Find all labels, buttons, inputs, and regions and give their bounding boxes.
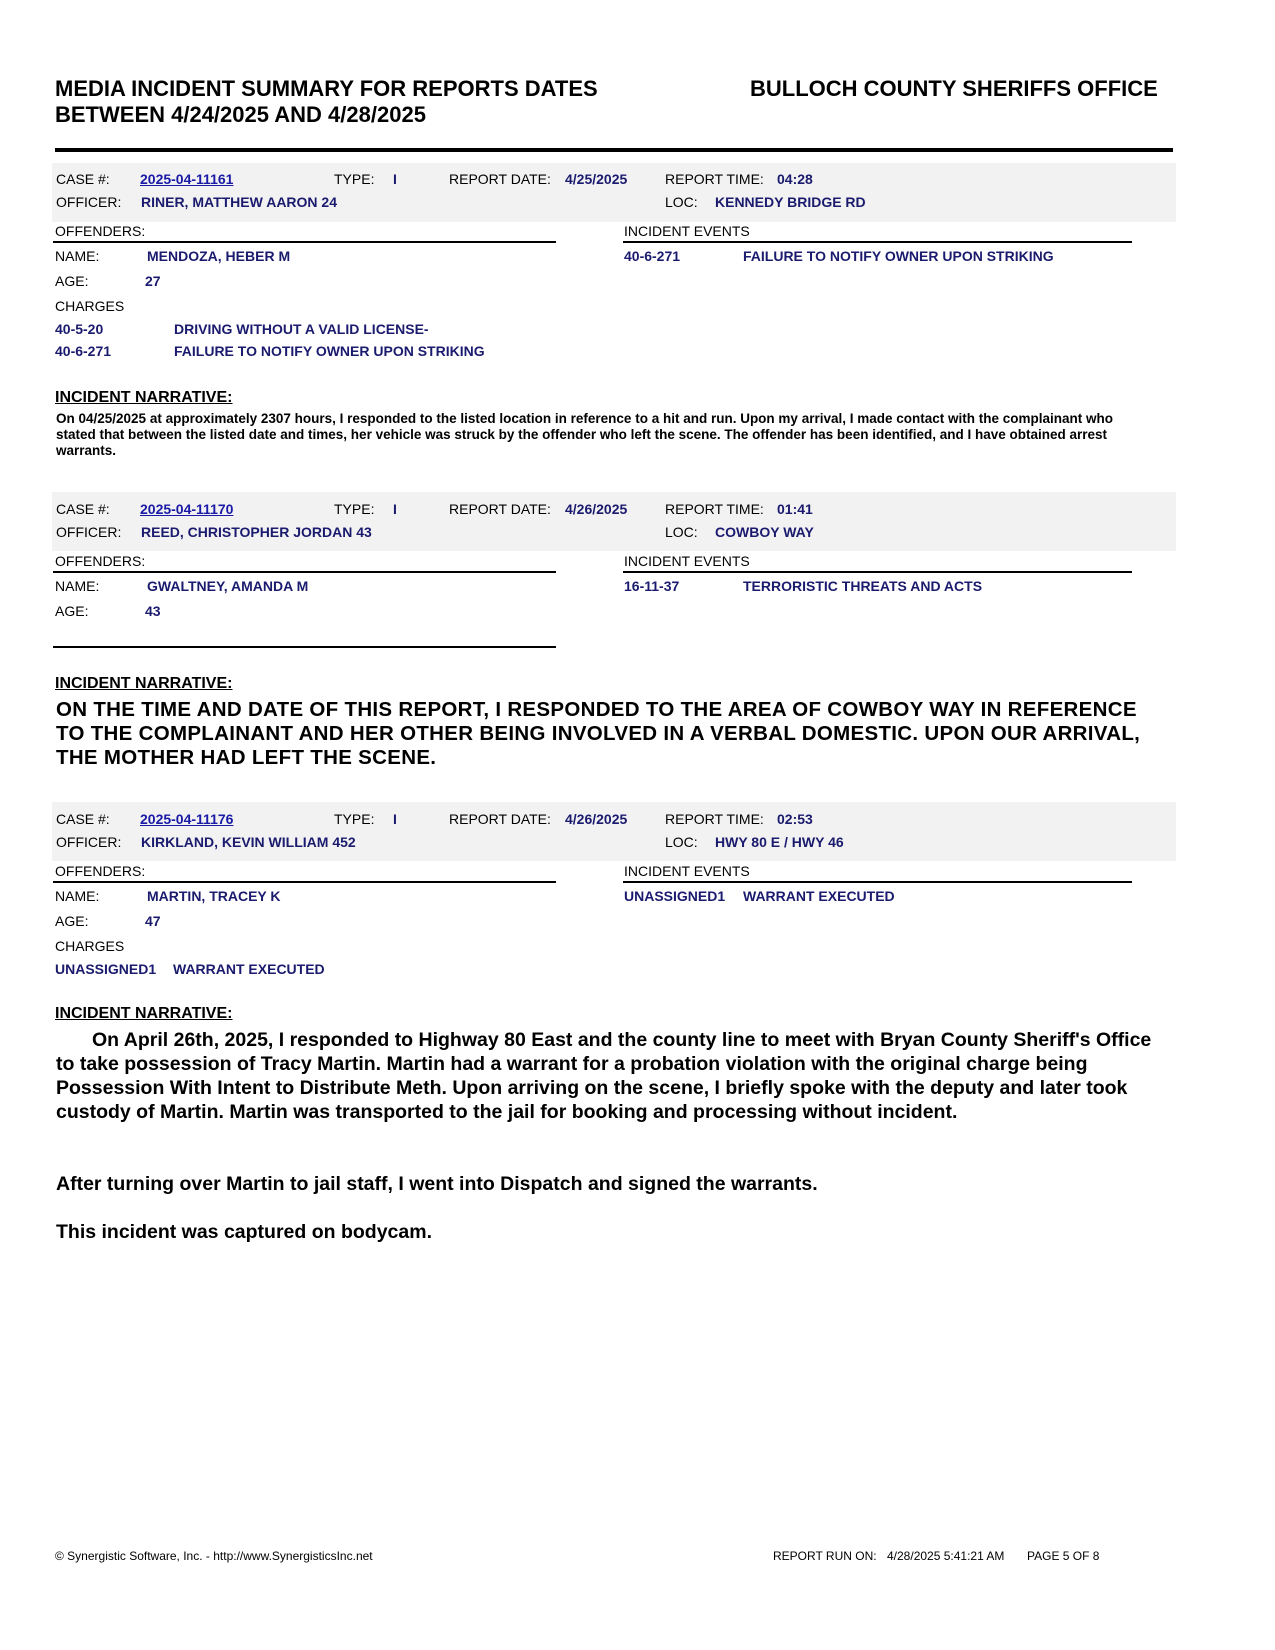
offender-age: 43 [145,603,161,619]
event-code: 40-6-271 [624,248,681,264]
report-time: 01:41 [777,501,813,517]
name-label: NAME: [55,248,100,264]
narrative-heading: INCIDENT NARRATIVE: [55,1005,233,1022]
age-label: AGE: [55,913,89,929]
case-type: I [393,171,397,187]
event-code: UNASSIGNED1 [624,888,726,904]
incident-narrative: On April 26th, 2025, I responded to Highway 80 East and the county line to meet with Bryan County Sheriff's Office to take possession of Tracy Martin. Martin had a warrant for a probation violation with the original charge being Possession With Intent to Distribute Meth. Upon arriving on the scene, I briefly spoke with the deputy and later took custody of Martin. Martin was transported to the jail for booking and processing without incident. [56,1029,1152,1123]
footer-run-on-value: 4/28/2025 5:41:21 AM [887,1549,1005,1563]
type-label: TYPE: [334,501,375,517]
offender-name: MENDOZA, HEBER M [147,248,291,264]
case-label: CASE #: [56,171,110,187]
report-date-label: REPORT DATE: [449,501,551,517]
charge-description: FAILURE TO NOTIFY OWNER UPON STRIKING [174,343,485,359]
type-label: TYPE: [334,171,375,187]
offender-name: MARTIN, TRACEY K [147,888,281,904]
report-date: 4/26/2025 [565,501,628,517]
age-label: AGE: [55,603,89,619]
offenders-divider [53,881,556,883]
report-title-line1: MEDIA INCIDENT SUMMARY FOR REPORTS DATES [55,76,598,101]
footer-copyright: © Synergistic Software, Inc. - http://www.SynergisticsInc.net [55,1549,373,1563]
offenders-divider [53,571,556,573]
event-description: TERRORISTIC THREATS AND ACTS [743,578,983,594]
incident-narrative: ON THE TIME AND DATE OF THIS REPORT, I RESPONDED TO THE AREA OF COWBOY WAY IN REFERENCE TO THE COMPLAINANT AND HER OTHER BEING INVOLVED IN A VERBAL DOMESTIC. UPON OUR ARRIVAL, THE MOTHER HAD LEFT THE SCENE. [56,698,1141,769]
event-code: 16-11-37 [624,578,680,594]
offender-age: 27 [145,273,161,289]
report-time-label: REPORT TIME: [665,811,764,827]
location: COWBOY WAY [715,524,814,540]
location: KENNEDY BRIDGE RD [715,194,866,210]
offender-age: 47 [145,913,161,929]
type-label: TYPE: [334,811,375,827]
report-time: 04:28 [777,171,813,187]
offenders-label: OFFENDERS: [55,223,146,239]
charge-description: DRIVING WITHOUT A VALID LICENSE- [174,321,429,337]
incident-events-label: INCIDENT EVENTS [624,553,750,569]
report-date: 4/25/2025 [565,171,628,187]
offenders-label: OFFENDERS: [55,863,146,879]
offenders-end-divider [53,646,556,648]
report-time: 02:53 [777,811,813,827]
incident-events-label: INCIDENT EVENTS [624,863,750,879]
charges-label: CHARGES [55,298,125,314]
case-number-link[interactable]: 2025-04-11170 [140,501,234,517]
charge-code: UNASSIGNED1 [55,961,157,977]
charges-label: CHARGES [55,938,125,954]
case-label: CASE #: [56,501,110,517]
offenders-label: OFFENDERS: [55,553,146,569]
report-date-label: REPORT DATE: [449,171,551,187]
location: HWY 80 E / HWY 46 [715,834,844,850]
offender-name: GWALTNEY, AMANDA M [147,578,309,594]
events-divider [623,571,1132,573]
name-label: NAME: [55,578,100,594]
events-divider [623,241,1132,243]
charge-code: 40-5-20 [55,321,104,337]
officer-name: KIRKLAND, KEVIN WILLIAM 452 [141,834,356,850]
header-divider [55,148,1173,152]
report-title-line2: BETWEEN 4/24/2025 AND 4/28/2025 [55,102,426,127]
age-label: AGE: [55,273,89,289]
narrative-heading: INCIDENT NARRATIVE: [55,389,233,406]
charge-code: 40-6-271 [55,343,112,359]
case-type: I [393,501,397,517]
report-date-label: REPORT DATE: [449,811,551,827]
incident-narrative-paragraph: After turning over Martin to jail staff, I went into Dispatch and signed the warrants. [56,1173,818,1195]
loc-label: LOC: [665,524,698,540]
name-label: NAME: [55,888,100,904]
officer-label: OFFICER: [56,194,122,210]
officer-label: OFFICER: [56,834,122,850]
loc-label: LOC: [665,834,698,850]
report-time-label: REPORT TIME: [665,171,764,187]
case-number-link[interactable]: 2025-04-11176 [140,811,234,827]
incident-narrative: On 04/25/2025 at approximately 2307 hours, I responded to the listed location in reference to a hit and run. Upon my arrival, I made contact with the complainant who stated that between the listed date and times, her vehicle was struck by the offender who left the scene. The offender has been identified, and I have obtained arrest warrants. [56,411,1114,458]
offenders-divider [53,241,556,243]
officer-label: OFFICER: [56,524,122,540]
loc-label: LOC: [665,194,698,210]
narrative-heading: INCIDENT NARRATIVE: [55,675,233,692]
case-label: CASE #: [56,811,110,827]
footer-page-number: PAGE 5 OF 8 [1027,1549,1100,1563]
agency-name: BULLOCH COUNTY SHERIFFS OFFICE [750,76,1158,101]
event-description: WARRANT EXECUTED [743,888,895,904]
report-date: 4/26/2025 [565,811,628,827]
case-type: I [393,811,397,827]
officer-name: RINER, MATTHEW AARON 24 [141,194,337,210]
incident-narrative-paragraph: This incident was captured on bodycam. [56,1221,432,1243]
footer-run-on-label: REPORT RUN ON: [773,1549,877,1563]
event-description: FAILURE TO NOTIFY OWNER UPON STRIKING [743,248,1054,264]
report-time-label: REPORT TIME: [665,501,764,517]
officer-name: REED, CHRISTOPHER JORDAN 43 [141,524,372,540]
events-divider [623,881,1132,883]
case-number-link[interactable]: 2025-04-11161 [140,171,234,187]
incident-events-label: INCIDENT EVENTS [624,223,750,239]
charge-description: WARRANT EXECUTED [173,961,325,977]
